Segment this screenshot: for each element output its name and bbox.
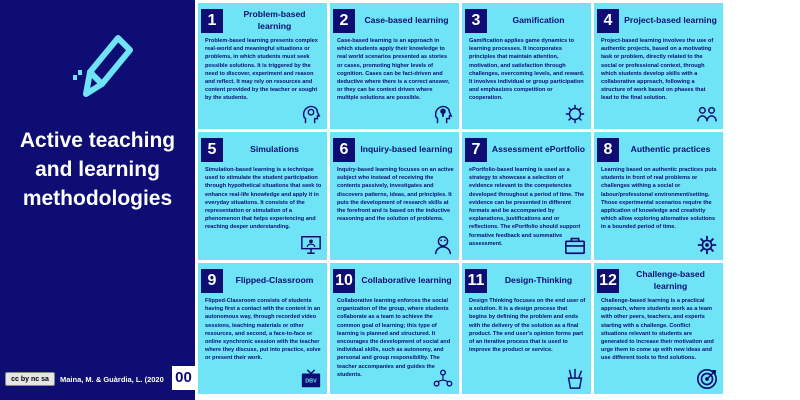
card-number: 12 xyxy=(597,269,619,293)
thinking-person-icon xyxy=(432,234,454,256)
cc-license-badge: cc by nc sa xyxy=(5,372,55,386)
card-description: Learning based on authentic practices puts students in front of real problems or challenges withing a social or labour/professional environment/setting. Those experimental scenarios require the application of knowledge and creativity which allow exploring alternative solutions in a bounded period of time. xyxy=(601,167,717,231)
card-description: ePortfolio-based learning is used as a strategy to showcase a selection of evidence relevant to the competencies developed throughout a period of time. The evidence can be presented in different formats and be accompanied by explanations, justifications and or reflections. The ePortfolio should support formative feedback and summative assessment. xyxy=(469,167,585,247)
card-title: Assessment ePortfolio xyxy=(491,144,586,154)
card-number: 4 xyxy=(597,9,619,33)
card-challenge-based-learning xyxy=(594,263,723,394)
card-number: 1 xyxy=(201,9,223,33)
target-icon xyxy=(696,368,718,390)
virus-badge-icon xyxy=(564,103,586,125)
card-title: Simulations xyxy=(250,144,299,154)
card-authentic-practices xyxy=(594,132,723,260)
pencil-logo-icon xyxy=(72,28,136,100)
card-description: Simulation-based learning is a technique used to stimulate the student participation through hypothetical situations that seek to enhance real-life knowledge and apply it in everyday situations. It consists of the representation or simulation of a phenomenon that helps experiencing and reaching deeper understanding. xyxy=(205,167,322,231)
corner-mark: 00 xyxy=(172,366,195,390)
briefcase-icon xyxy=(564,234,586,256)
author-credit: Maina, M. & Guàrdia, L. (2020 xyxy=(60,375,164,384)
card-title: Project-based learning xyxy=(624,15,717,25)
card-description: Gamification applies game dynamics to learning processes. It incorporates principles that maintain attention, motivation, and satisfaction through challenges, overcoming levels, and reward. It involves individual or group participation and emphasizes competition or cooperation. xyxy=(469,38,585,102)
card-title: Case-based learning xyxy=(364,15,449,25)
card-number: 7 xyxy=(465,138,487,162)
card-number: 10 xyxy=(333,269,355,293)
head-gears-icon xyxy=(300,103,322,125)
card-number: 11 xyxy=(465,269,487,293)
card-description: Collaborative learning enforces the social organization of the group, where students collaborate as a team to achieve the common goal of learning; this type of learning is planned and structured. It encourages the development of social and individual skills, such as autonomy, and personal and group responsibility. The teacher accompanies and guides the students. xyxy=(337,298,451,378)
team-gears-icon xyxy=(696,103,718,125)
card-design-thinking xyxy=(462,263,591,394)
card-title: Authentic practices xyxy=(630,144,711,154)
card-description: Challenge-based learning is a practical approach, where students work as a team with other peers, teachers, and experts starting with a challenge. Conflict situations relevant to students are generated to increase their motivation and urge them to come up with new ideas and use different tools to find solutions. xyxy=(601,298,714,362)
group-network-icon xyxy=(432,368,454,390)
page-title: Active teaching and learning methodologies xyxy=(19,129,176,210)
card-description: Problem-based learning presents complex real-world and meaningful situations or problems, in which students must seek possible solutions. It is triggered by the need to discover, experiment and reason and reflect. It may rely on resources and content provided by the teacher or sought by the students. xyxy=(205,38,318,102)
card-number: 2 xyxy=(333,9,355,33)
card-flipped-classroom xyxy=(198,263,327,394)
card-case-based-learning xyxy=(330,3,459,129)
monitor-user-icon xyxy=(300,234,322,256)
card-description: Design Thinking focuses on the end user of a solution. It is a design process that begins by defining the problem and ends with the delivery of the solution as a final product. The end user's opinion forms part of an iterative process that is used to improve the product or service. xyxy=(469,298,586,354)
card-assessment-eportfolio xyxy=(462,132,591,260)
tv-icon xyxy=(300,368,322,390)
card-number: 8 xyxy=(597,138,619,162)
card-title: Problem-based learning xyxy=(243,9,306,31)
card-description: Project-based learning involves the use of authentic projects, based on a motivating task or problem, directly related to the social or professional context, through which students develop skills with a collaborative approach, following a structure of work based on phases that lead to the final solution. xyxy=(601,38,714,102)
gear-icon xyxy=(696,234,718,256)
card-number: 3 xyxy=(465,9,487,33)
card-title: Flipped-Classroom xyxy=(235,275,314,285)
card-gamification xyxy=(462,3,591,129)
tv-label: DBV xyxy=(305,378,317,385)
pencil-cup-icon xyxy=(564,368,586,390)
card-description: Flipped-Classroom consists of students having first a contact with the content in an autonomous way, through recorded video sessions, teaching materials or other resources, and second, a face-to-face or online synchronic session with the teacher where they discuss, put into practice, solve or present their work. xyxy=(205,298,321,362)
card-problem-based-learning xyxy=(198,3,327,129)
card-title: Collaborative learning xyxy=(361,275,452,285)
card-description: Inquiry-based learning focuses on an active subject who instead of receiving the contents passively, investigates and discovers patterns, ideas, and principles. It puts the development of research skills at the forefront and is based on the inductive reasoning and the solution of problems. xyxy=(337,167,454,223)
card-title: Design-Thinking xyxy=(504,275,573,285)
card-simulations xyxy=(198,132,327,260)
card-project-based-learning xyxy=(594,3,723,129)
title-panel xyxy=(0,0,195,400)
card-title: Gamification xyxy=(512,15,565,25)
card-number: 9 xyxy=(201,269,223,293)
head-lightbulb-icon xyxy=(432,103,454,125)
card-description: Case-based learning is an approach in which students apply their knowledge to real world scenarios presented as stories or cases, promoting higher levels of cognition. Cases can be fact-driven and deductive where there is a correct answer, or they can be context driven where multiple solutions are possible. xyxy=(337,38,450,102)
card-collaborative-learning xyxy=(330,263,459,394)
card-number: 5 xyxy=(201,138,223,162)
card-title: Inquiry-based learning xyxy=(360,144,453,154)
card-title: Challenge-based learning xyxy=(636,269,705,291)
card-inquiry-based-learning xyxy=(330,132,459,260)
card-number: 6 xyxy=(333,138,355,162)
